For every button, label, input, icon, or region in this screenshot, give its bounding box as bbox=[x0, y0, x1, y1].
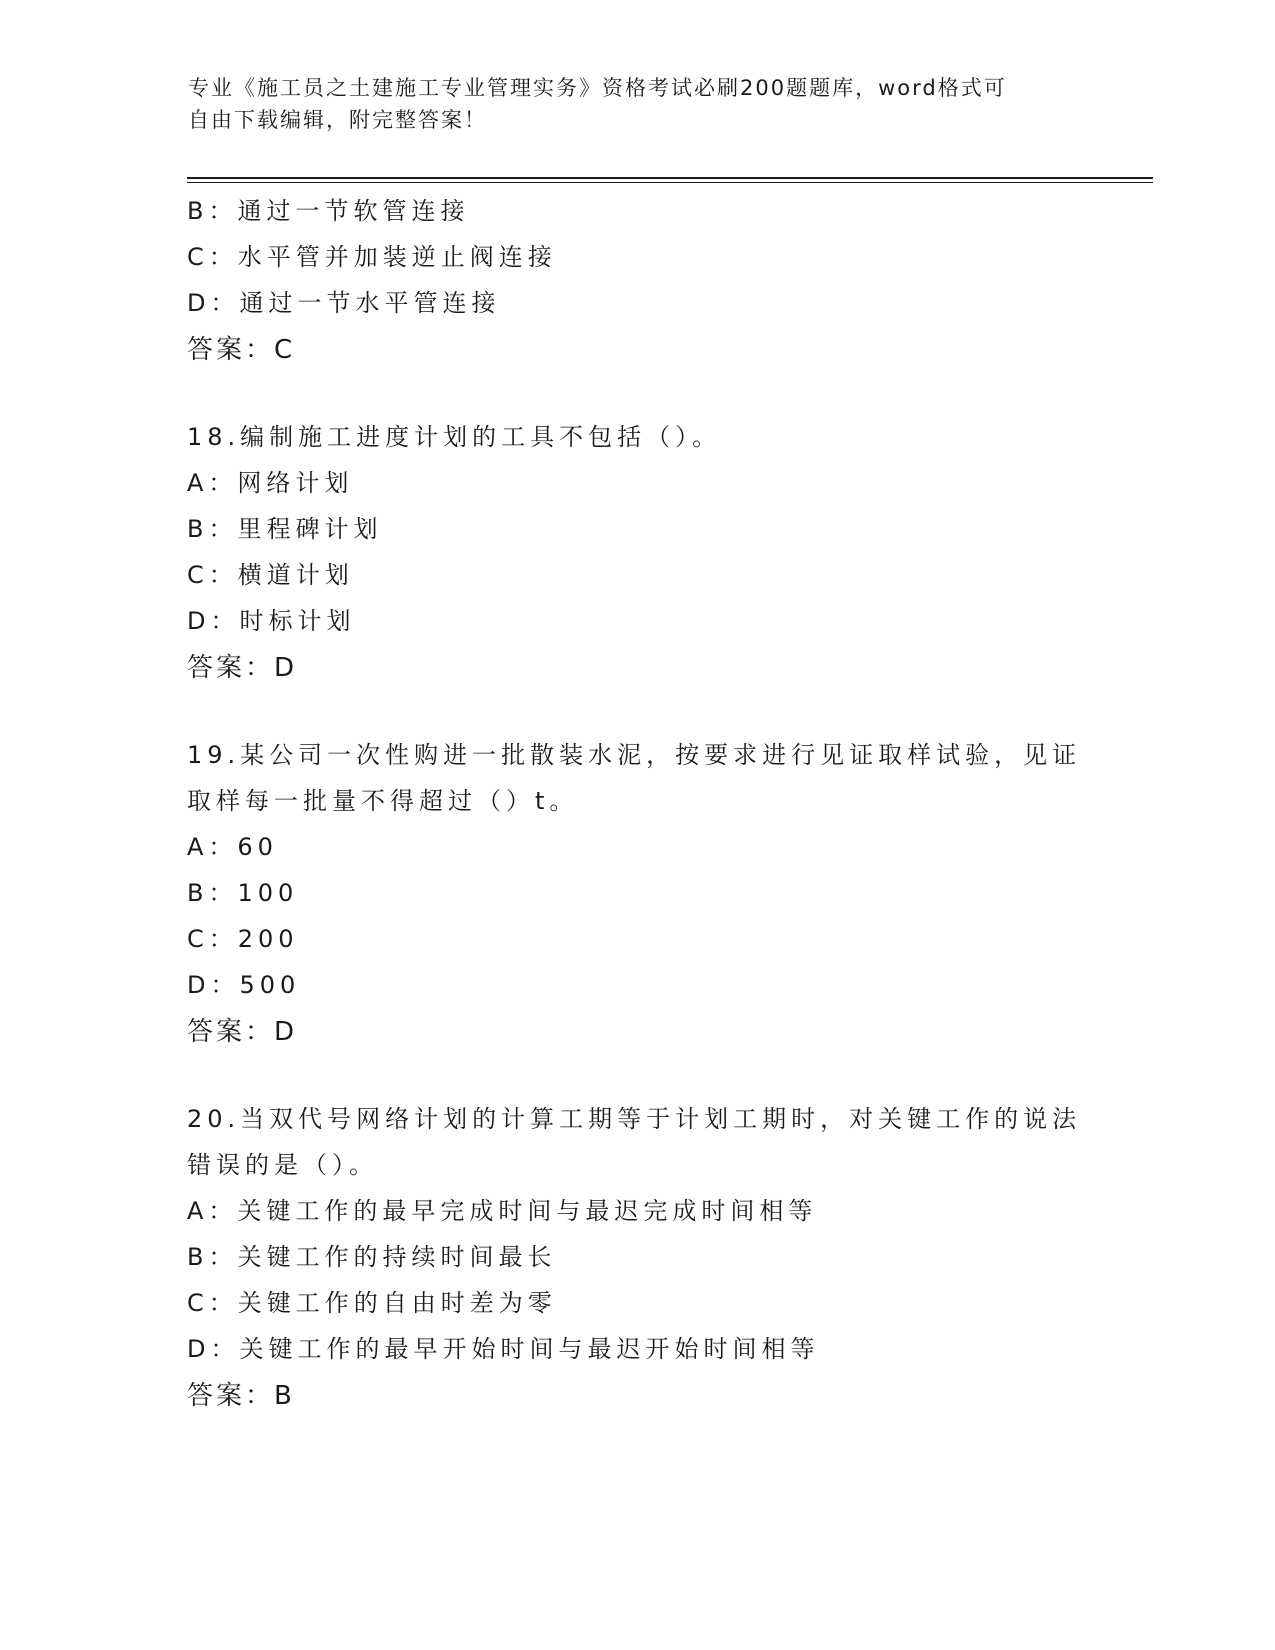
option-d: D：500 bbox=[187, 971, 301, 999]
option-d: D：时标计划 bbox=[187, 607, 356, 635]
question-continued bbox=[187, 188, 1087, 372]
header-rule-thin bbox=[187, 182, 1153, 183]
option-d: D：通过一节水平管连接 bbox=[187, 289, 501, 317]
option-b: B：100 bbox=[187, 879, 299, 907]
option-b: B：里程碑计划 bbox=[187, 515, 383, 543]
question-stem-line-1: 20.当双代号网络计划的计算工期等于计划工期时，对关键工作的说法 bbox=[187, 1105, 1082, 1133]
question-stem-line-2: 取样每一批量不得超过（）t。 bbox=[187, 787, 579, 815]
question-stem-line-2: 错误的是（）。 bbox=[187, 1151, 378, 1179]
option-a: A：60 bbox=[187, 833, 278, 861]
header-line-2: 自由下载编辑，附完整答案！ bbox=[188, 108, 487, 132]
document-header bbox=[188, 72, 1088, 136]
question-18 bbox=[187, 414, 1087, 690]
answer-line: 答案：D bbox=[187, 653, 298, 683]
option-d: D：关键工作的最早开始时间与最迟开始时间相等 bbox=[187, 1335, 820, 1363]
answer-line: 答案：B bbox=[187, 1381, 295, 1411]
question-19 bbox=[187, 732, 1087, 1054]
option-c: C：水平管并加装逆止阀连接 bbox=[187, 243, 557, 271]
option-a: A：网络计划 bbox=[187, 469, 354, 497]
answer-line: 答案：C bbox=[187, 335, 296, 365]
header-rule-thick bbox=[187, 177, 1153, 179]
question-stem: 18.编制施工进度计划的工具不包括（）。 bbox=[187, 423, 722, 451]
question-stem-line-1: 19.某公司一次性购进一批散装水泥，按要求进行见证取样试验，见证 bbox=[187, 741, 1082, 769]
option-c: C：横道计划 bbox=[187, 561, 354, 589]
option-c: C：关键工作的自由时差为零 bbox=[187, 1289, 557, 1317]
header-line-1: 专业《施工员之土建施工专业管理实务》资格考试必刷200题题库，word格式可 bbox=[188, 76, 1007, 100]
option-b: B：通过一节软管连接 bbox=[187, 197, 470, 225]
answer-line: 答案：D bbox=[187, 1017, 298, 1047]
document-body bbox=[187, 188, 1087, 1418]
question-20 bbox=[187, 1096, 1087, 1418]
option-c: C：200 bbox=[187, 925, 299, 953]
option-a: A：关键工作的最早完成时间与最迟完成时间相等 bbox=[187, 1197, 818, 1225]
option-b: B：关键工作的持续时间最长 bbox=[187, 1243, 557, 1271]
